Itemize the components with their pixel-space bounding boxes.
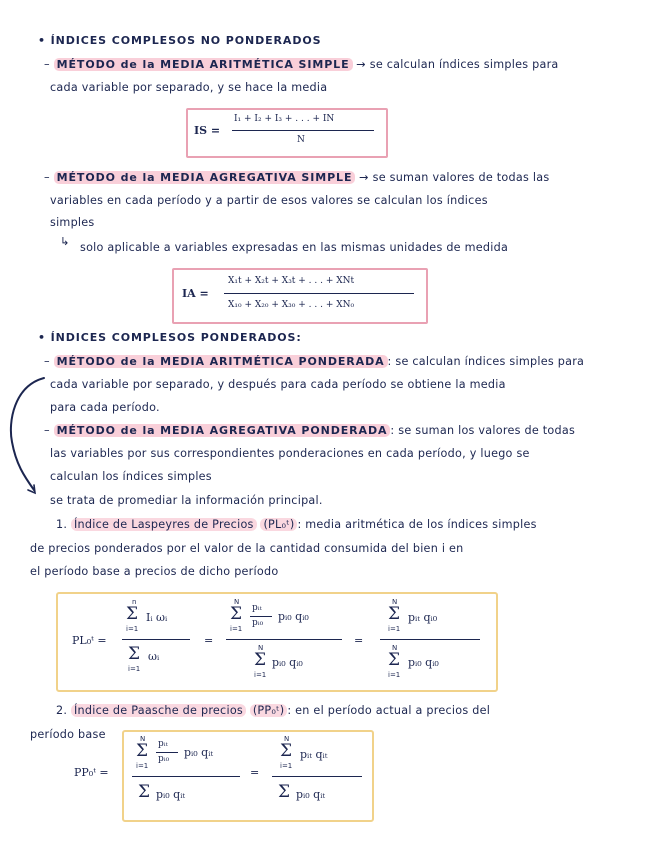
- method-description-line: calculan los índices simples: [50, 470, 212, 483]
- laspeyres-description-line: el período base a precios de dicho período: [30, 565, 279, 578]
- term-denominator: ωᵢ: [148, 650, 160, 663]
- method-agregativa-simple: [44, 170, 549, 185]
- sigma-icon: Σ: [278, 782, 291, 802]
- method-description-line: para cada período.: [50, 401, 160, 414]
- paasche-description: : en el período actual a precios del: [287, 704, 491, 717]
- sigma-icon: Σ: [388, 604, 401, 624]
- sum-upper-limit: n: [132, 598, 137, 606]
- formula-numerator: X₁t + X₂t + X₃t + . . . + XNt: [228, 276, 355, 286]
- paasche-symbol: (PP₀ᵗ): [250, 704, 288, 717]
- item-number: 2.: [56, 704, 71, 717]
- equals-sign: =: [250, 766, 260, 779]
- method-description-line: cada variable por separado, y se hace la media: [50, 81, 328, 94]
- fraction-bar: [272, 776, 362, 777]
- method-agregativa-ponderada: [44, 423, 575, 438]
- sum-lower-limit: i=1: [254, 671, 267, 679]
- method-aritmetica-simple: [44, 57, 559, 72]
- formula-box-agregativa-simple: [172, 268, 428, 324]
- formula-denominator: X₁₀ + X₂₀ + X₃₀ + . . . + XN₀: [228, 300, 355, 310]
- sigma-icon: Σ: [280, 741, 293, 761]
- paasche-description-line: período base: [30, 728, 106, 741]
- dash: –: [44, 424, 54, 437]
- sum-lower-limit: i=1: [388, 671, 401, 679]
- section-title-no-ponderados: • ÍNDICES COMPLESOS NO PONDERADOS: [38, 34, 322, 47]
- sum-upper-limit: N: [284, 735, 290, 743]
- equals-sign: =: [354, 634, 364, 647]
- curly-bracket-arrow-icon: [4, 372, 48, 500]
- formula-lhs: IS =: [194, 124, 221, 137]
- inner-fraction-numerator: pᵢₜ: [252, 603, 262, 613]
- laspeyres-symbol: (PL₀ᵗ): [260, 518, 297, 531]
- sum-upper-limit: N: [392, 598, 398, 606]
- sum-lower-limit: i=1: [280, 762, 293, 770]
- formula-lhs: PP₀ᵗ =: [74, 766, 109, 779]
- term-denominator: pᵢ₀ qᵢₜ: [296, 788, 326, 801]
- bracket-note: se trata de promediar la información principal.: [50, 494, 323, 507]
- method-description-line: las variables por sus correspondientes ponderaciones en cada período, y luego se: [50, 447, 530, 460]
- section-title-ponderados: • ÍNDICES COMPLESOS PONDERADOS:: [38, 331, 302, 344]
- laspeyres-name: Índice de Laspeyres de Precios: [71, 518, 257, 531]
- sigma-icon: Σ: [128, 644, 141, 664]
- sigma-icon: Σ: [388, 650, 401, 670]
- sum-lower-limit: i=1: [230, 625, 243, 633]
- method-name-highlight: MÉTODO de la MEDIA AGREGATIVA PONDERADA: [54, 424, 391, 437]
- term-numerator: pᵢₜ qᵢ₀: [408, 611, 438, 624]
- inner-fraction-numerator: pᵢₜ: [158, 739, 168, 749]
- term-numerator: Iᵢ ωᵢ: [146, 611, 168, 624]
- formula-box-paasche: [74, 730, 374, 822]
- method-name-highlight: MÉTODO de la MEDIA AGREGATIVA SIMPLE: [54, 171, 356, 184]
- sum-lower-limit: i=1: [126, 625, 139, 633]
- note-text: solo aplicable a variables expresadas en las mismas unidades de medida: [80, 241, 509, 254]
- method-description-line: cada variable por separado, y después para cada período se obtiene la media: [50, 378, 506, 391]
- fraction-bar: [122, 639, 190, 640]
- sum-upper-limit: N: [258, 644, 264, 652]
- hook-arrow-icon: ↳: [60, 235, 70, 248]
- formula-lhs: PL₀ᵗ =: [72, 634, 107, 647]
- sum-upper-limit: N: [392, 644, 398, 652]
- method-description: → se calculan índices simples para: [352, 58, 559, 71]
- formula-lhs: IA =: [182, 287, 209, 300]
- sum-upper-limit: N: [234, 598, 240, 606]
- term-denominator: pᵢ₀ qᵢₜ: [156, 788, 186, 801]
- laspeyres-heading: [56, 517, 537, 532]
- method-description: : se suman los valores de todas: [390, 424, 576, 437]
- laspeyres-description-line: de precios ponderados por el valor de la cantidad consumida del bien i en: [30, 542, 464, 555]
- term-denominator: pᵢ₀ qᵢ₀: [272, 656, 303, 669]
- formula-denominator: N: [297, 135, 305, 145]
- fraction-bar: [156, 752, 178, 753]
- note-line: [60, 234, 70, 249]
- formula-box-laspeyres: [56, 592, 498, 692]
- method-aritmetica-ponderada: [44, 354, 584, 369]
- fraction-bar: [226, 639, 342, 640]
- laspeyres-description: : media aritmética de los índices simples: [297, 518, 537, 531]
- equals-sign: =: [204, 634, 214, 647]
- sum-lower-limit: i=1: [388, 625, 401, 633]
- sigma-icon: Σ: [254, 650, 267, 670]
- dash: –: [44, 355, 54, 368]
- fraction-bar: [132, 776, 240, 777]
- inner-fraction-denominator: pᵢ₀: [252, 618, 264, 628]
- dash: –: [44, 171, 54, 184]
- term-numerator-tail: pᵢ₀ qᵢ₀: [278, 610, 309, 623]
- formula-numerator: I₁ + I₂ + I₃ + . . . + IN: [234, 114, 335, 124]
- fraction-bar: [380, 639, 480, 640]
- term-denominator: pᵢ₀ qᵢ₀: [408, 656, 439, 669]
- sum-lower-limit: i=1: [136, 762, 149, 770]
- fraction-bar: [250, 616, 272, 617]
- sum-upper-limit: N: [140, 735, 146, 743]
- sigma-icon: Σ: [136, 741, 149, 761]
- fraction-bar: [232, 130, 374, 131]
- sigma-icon: Σ: [138, 782, 151, 802]
- method-name-highlight: MÉTODO de la MEDIA ARITMÉTICA PONDERADA: [54, 355, 388, 368]
- fraction-bar: [224, 293, 414, 294]
- paasche-heading: [56, 703, 490, 718]
- sigma-icon: Σ: [126, 604, 139, 624]
- inner-fraction-denominator: pᵢ₀: [158, 754, 170, 764]
- sum-lower-limit: i=1: [128, 665, 141, 673]
- item-number: 1.: [56, 518, 71, 531]
- dash: –: [44, 58, 54, 71]
- term-numerator: pᵢₜ qᵢₜ: [300, 748, 328, 761]
- method-description-line: simples: [50, 216, 95, 229]
- sigma-icon: Σ: [230, 604, 243, 624]
- method-description: : se calculan índices simples para: [387, 355, 585, 368]
- formula-box-media-simple: [186, 108, 388, 158]
- method-name-highlight: MÉTODO de la MEDIA ARITMÉTICA SIMPLE: [54, 58, 353, 71]
- method-description: → se suman valores de todas las: [355, 171, 550, 184]
- paasche-name: Índice de Paasche de precios: [71, 704, 246, 717]
- method-description-line: variables en cada período y a partir de esos valores se calculan los índices: [50, 194, 488, 207]
- term-numerator-tail: pᵢ₀ qᵢₜ: [184, 746, 214, 759]
